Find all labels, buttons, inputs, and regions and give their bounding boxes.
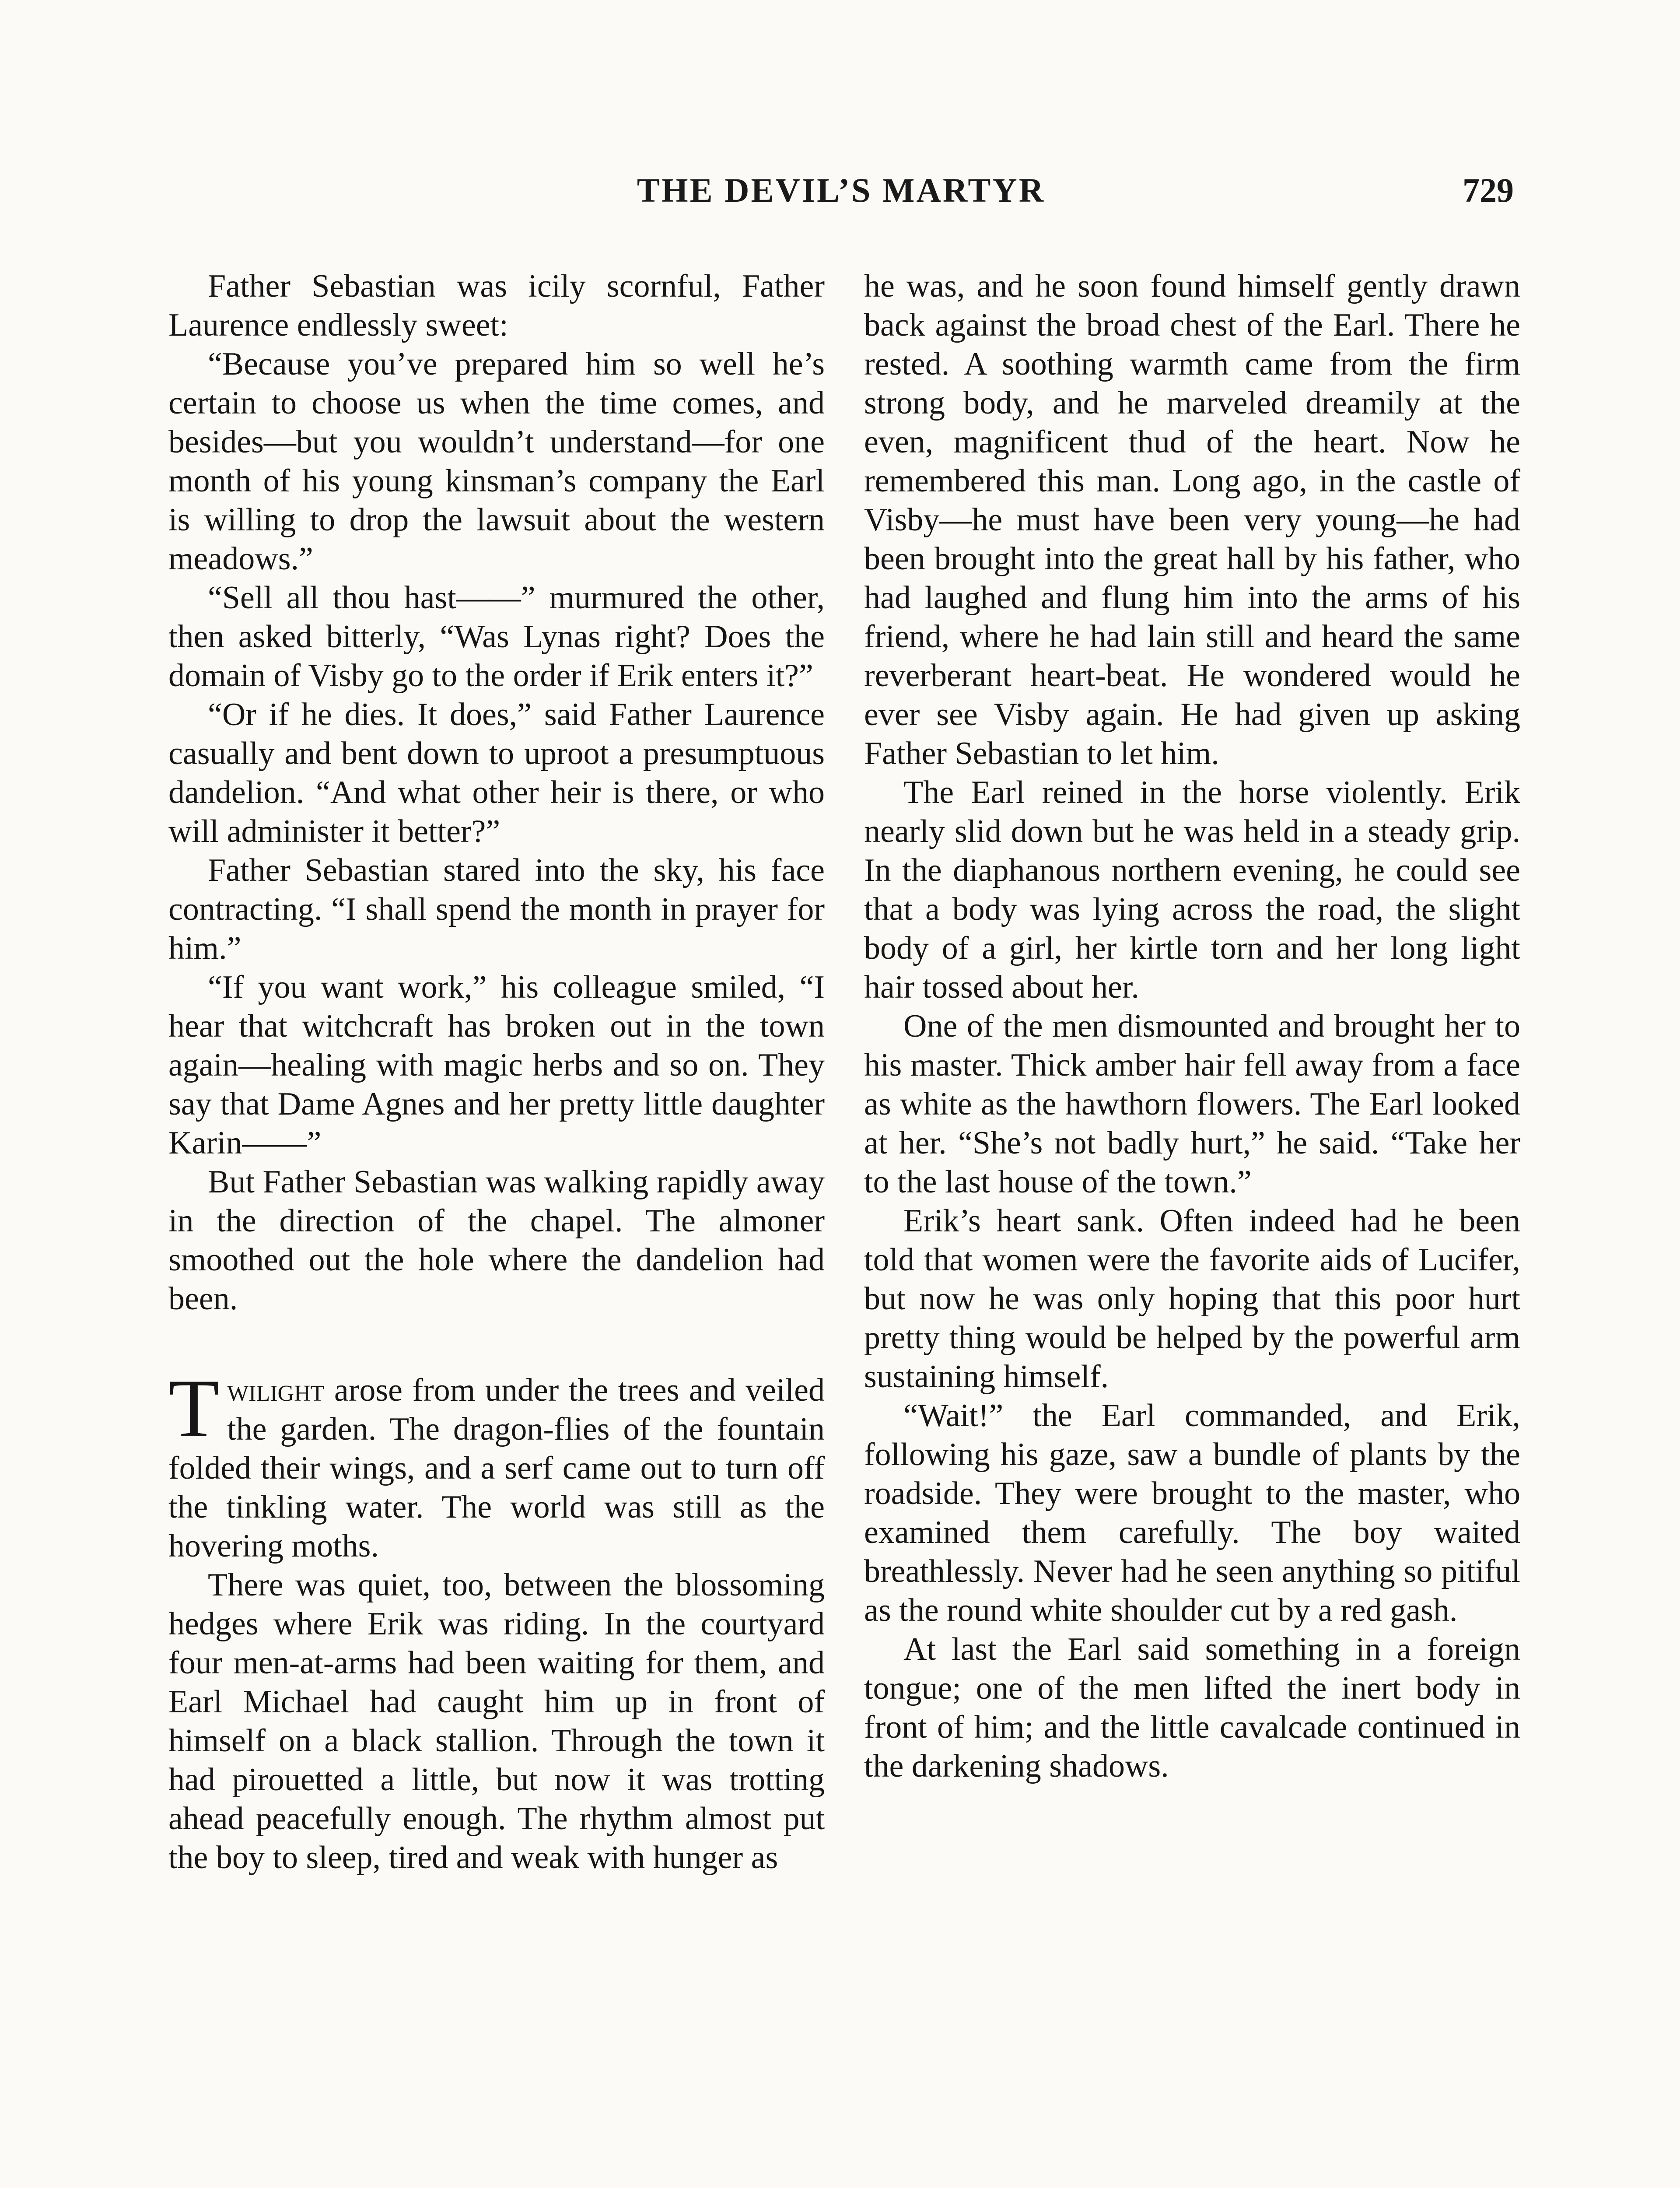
paragraph: One of the men dismounted and brought her to his master. Thick amber hair fell away from a face as white as the hawthorn flowers. The Earl looked at her. “She’s not badly hurt,” he said. “Take her to the last house of the town.”: [864, 1008, 1520, 1200]
paragraph: “Sell all thou hast——” murmured the other, then asked bitterly, “Was Lynas right? Does the domain of Visby go to the order if Erik enters it?”: [168, 580, 825, 694]
paragraph: “If you want work,” his colleague smiled, “I hear that witchcraft has broken out in the town again—healing with magic herbs and so on. They say that Dame Agnes and her pretty little daughter Karin——”: [168, 969, 825, 1161]
paragraph: Father Sebastian stared into the sky, his face contracting. “I shall spend the month in prayer for him.”: [168, 852, 825, 966]
page-number: 729: [1463, 171, 1514, 209]
left-column: [168, 267, 825, 1877]
paragraph: There was quiet, too, between the blossoming hedges where Erik was riding. In the courtyard four men-at-arms had been waiting for them, and Earl Michael had caught him up in front of himself on a black stallion. Through the town it had pirouetted a little, but now it was trotting ahead peacefully enough. The rhythm almost put the boy to sleep, tired and weak with hunger as: [168, 1567, 825, 1876]
running-title: THE DEVIL’S MARTYR: [637, 171, 1046, 209]
section-opening-text: arose from under the trees and veiled the garden. The dragon-flies of the fountain folded their wings, and a serf came out to turn off the tinkling water. The world was still as the hovering moths.: [168, 1372, 825, 1564]
paragraph: But Father Sebastian was walking rapidly away in the direction of the chapel. The almoner smoothed out the hole where the dandelion had been.: [168, 1164, 825, 1317]
paragraph: “Wait!” the Earl commanded, and Erik, following his gaze, saw a bundle of plants by the roadside. They were brought to the master, who examined them carefully. The boy waited breathlessly. Never had he seen anything so pitiful as the round white shoulder cut by a red gash.: [864, 1398, 1520, 1628]
paragraph: Father Sebastian was icily scornful, Father Laurence endlessly sweet:: [168, 268, 825, 343]
paragraph: Erik’s heart sank. Often indeed had he been told that women were the favorite aids of Lucifer, but now he was only hoping that this poor hurt pretty thing would be helped by the powerful arm sustaining himself.: [864, 1203, 1520, 1395]
paragraph: “Or if he dies. It does,” said Father Laurence casually and bent down to uproot a presumptuous dandelion. “And what other heir is there, or who will administer it better?”: [168, 697, 825, 849]
paragraph: he was, and he soon found himself gently drawn back against the broad chest of the Earl. There he rested. A soothing warmth came from the firm strong body, and he marveled dreamily at the even, magnificent thud of the heart. Now he remembered this man. Long ago, in the castle of Visby—he must have been very young—he had been brought into the great hall by his father, who had laughed and flung him into the arms of his friend, where he had lain still and heard the same reverberant heart-beat. He wondered would he ever see Visby again. He had given up asking Father Sebastian to let him.: [864, 268, 1520, 771]
right-column: [864, 267, 1520, 1786]
drop-cap: T: [168, 1363, 220, 1455]
page-header: [168, 171, 1514, 228]
paragraph: The Earl reined in the horse violently. Erik nearly slid down but he was held in a steady grip. In the diaphanous northern evening, he could see that a body was lying across the road, the slight body of a girl, her kirtle torn and her long light hair tossed about her.: [864, 775, 1520, 1005]
section-opening-paragraph: [168, 1363, 825, 1566]
paragraph: At last the Earl said something in a foreign tongue; one of the men lifted the inert body in front of him; and the little cavalcade continued in the darkening shadows.: [864, 1631, 1520, 1784]
small-caps-lead: wilight: [227, 1372, 325, 1408]
paragraph: “Because you’ve prepared him so well he’s certain to choose us when the time comes, and besides—but you wouldn’t understand—for one month of his young kinsman’s company the Earl is willing to drop the lawsuit about the western meadows.”: [168, 346, 825, 577]
